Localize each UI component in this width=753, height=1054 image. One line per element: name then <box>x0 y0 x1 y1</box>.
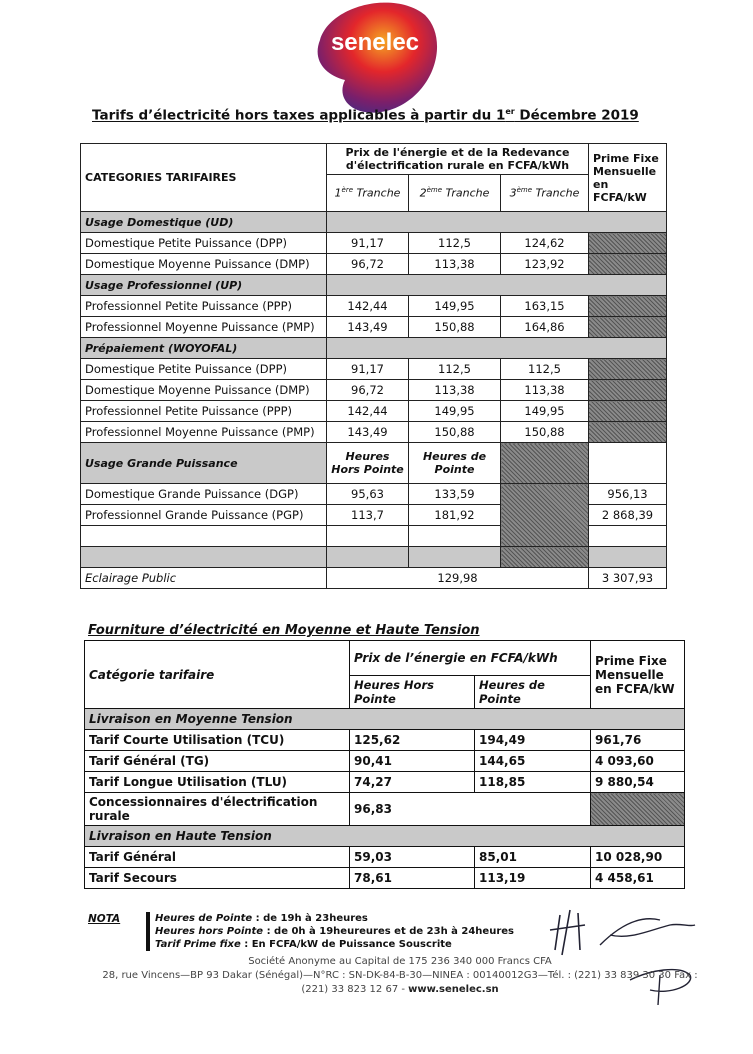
table-row <box>85 730 685 751</box>
table-cell <box>327 547 409 568</box>
section-row <box>85 826 685 847</box>
header-heures-hors-pointe: Heures Hors Pointe <box>327 443 409 484</box>
table-cell: 150,88 <box>501 422 589 443</box>
table-cell: 142,44 <box>327 401 409 422</box>
section-grande-puissance: Usage Grande Puissance <box>81 443 327 484</box>
nota-notes: Heures de Pointe : de 19h à 23heures Heures hors Pointe : de 0h à 19heureures et de 23h à 24heures Tarif Prime fixe : En FCFA/kW de Puissance Souscrite <box>146 912 514 951</box>
tarifs-basse-tension-table <box>80 143 667 589</box>
table-cell: 95,63 <box>327 484 409 505</box>
table-cell: 149,95 <box>409 296 501 317</box>
table-row <box>81 254 667 275</box>
table-row <box>81 380 667 401</box>
table-cell <box>81 526 327 547</box>
table-row <box>81 317 667 338</box>
table-cell: 9 880,54 <box>591 772 685 793</box>
table-row <box>85 793 685 826</box>
table-row <box>81 233 667 254</box>
header-categories: CATEGORIES TARIFAIRES <box>81 144 327 212</box>
header-prix: Prix de l'énergie et de la Redevance d'électrification rurale en FCFA/kWh <box>327 144 589 175</box>
table-row <box>85 751 685 772</box>
header-heures-pointe: Heures de Pointe <box>409 443 501 484</box>
table-cell <box>501 484 589 547</box>
header-prime-fixe: Prime Fixe Mensuelle en FCFA/kW <box>591 641 685 709</box>
section-haute-tension: Livraison en Haute Tension <box>85 826 685 847</box>
header-prime: Prime Fixe Mensuelle en FCFA/kW <box>589 144 667 212</box>
table-cell: 90,41 <box>350 751 475 772</box>
header-tranche-2: 2ème Tranche <box>409 175 501 212</box>
table-cell <box>327 275 667 296</box>
table-cell <box>589 359 667 380</box>
footer: Société Anonyme au Capital de 175 236 340 000 Francs CFA 28, rue Vincens—BP 93 Dakar (Sénégal)—N°RC : SN-DK-84-B-30—NINEA : 00140012G3—Tél. : (221) 33 839 30 30 Fax : (221) 33 823 12 67 - www.senelec.sn <box>102 956 698 995</box>
table-cell: 129,98 <box>327 568 589 589</box>
table-cell <box>589 380 667 401</box>
table-cell: 96,83 <box>350 793 591 826</box>
header-categorie: Catégorie tarifaire <box>85 641 350 709</box>
table-cell <box>589 547 667 568</box>
table-cell: Tarif Général (TG) <box>85 751 350 772</box>
table-row <box>81 484 667 505</box>
table-cell: 125,62 <box>350 730 475 751</box>
table-cell: 124,62 <box>501 233 589 254</box>
table-cell: Eclairage Public <box>81 568 327 589</box>
table-cell: Tarif Général <box>85 847 350 868</box>
tarifs-moyenne-haute-tension-table <box>84 640 685 889</box>
table-cell: Professionnel Moyenne Puissance (PMP) <box>81 422 327 443</box>
table-cell: Tarif Longue Utilisation (TLU) <box>85 772 350 793</box>
table-cell <box>589 233 667 254</box>
table-cell: Domestique Petite Puissance (DPP) <box>81 233 327 254</box>
table-cell: 2 868,39 <box>589 505 667 526</box>
table-cell: Domestique Moyenne Puissance (DMP) <box>81 380 327 401</box>
table-cell: 150,88 <box>409 422 501 443</box>
table-cell: 112,5 <box>409 233 501 254</box>
table-cell: 118,85 <box>475 772 591 793</box>
section-moyenne-tension: Livraison en Moyenne Tension <box>85 709 685 730</box>
table-cell: 149,95 <box>409 401 501 422</box>
table-cell <box>501 547 589 568</box>
table-cell: 113,19 <box>475 868 591 889</box>
table-cell: 181,92 <box>409 505 501 526</box>
table-cell: 144,65 <box>475 751 591 772</box>
table-cell <box>409 547 501 568</box>
table-cell <box>589 401 667 422</box>
table-cell: Concessionnaires d'électrification rurale <box>85 793 350 826</box>
nota-label: NOTA <box>88 913 121 925</box>
logo-text: senelec <box>330 29 420 56</box>
section-usage-professionnel: Usage Professionnel (UP) <box>81 275 327 296</box>
table-cell: 96,72 <box>327 380 409 401</box>
table-cell <box>409 526 501 547</box>
table-cell: 59,03 <box>350 847 475 868</box>
table-cell <box>591 793 685 826</box>
table-cell <box>327 526 409 547</box>
table-cell: 113,7 <box>327 505 409 526</box>
table-cell: 163,15 <box>501 296 589 317</box>
table-cell: 133,59 <box>409 484 501 505</box>
table-cell: 112,5 <box>409 359 501 380</box>
table-cell <box>589 443 667 484</box>
section-title-moyenne-haute-tension: Fourniture d’électricité en Moyenne et Haute Tension <box>88 623 480 638</box>
header-tranche-1: 1ère Tranche <box>327 175 409 212</box>
header-tranche-3: 3ème Tranche <box>501 175 589 212</box>
table-row <box>81 568 667 589</box>
table-row <box>85 847 685 868</box>
header-hhp: Heures Hors Pointe <box>350 676 475 709</box>
table-cell: 164,86 <box>501 317 589 338</box>
table-cell: 956,13 <box>589 484 667 505</box>
table-cell: Professionnel Petite Puissance (PPP) <box>81 296 327 317</box>
table-cell <box>501 443 589 484</box>
table-cell <box>81 547 327 568</box>
table-cell: Tarif Courte Utilisation (TCU) <box>85 730 350 751</box>
section-usage-domestique: Usage Domestique (UD) <box>81 212 327 233</box>
table-cell: Tarif Secours <box>85 868 350 889</box>
section-row <box>81 338 667 359</box>
table-cell <box>589 422 667 443</box>
senelec-logo <box>300 0 450 118</box>
table-cell <box>589 526 667 547</box>
table-cell: 74,27 <box>350 772 475 793</box>
table-cell: 961,76 <box>591 730 685 751</box>
table-cell: 78,61 <box>350 868 475 889</box>
table-cell: 150,88 <box>409 317 501 338</box>
table-row <box>81 422 667 443</box>
table-cell: Domestique Grande Puissance (DGP) <box>81 484 327 505</box>
table-row <box>85 772 685 793</box>
table-cell: Professionnel Petite Puissance (PPP) <box>81 401 327 422</box>
section-prepaiement: Prépaiement (WOYOFAL) <box>81 338 327 359</box>
table-cell: 4 093,60 <box>591 751 685 772</box>
table-row <box>81 359 667 380</box>
table-cell: 4 458,61 <box>591 868 685 889</box>
page-title: Tarifs d’électricité hors taxes applicables à partir du 1er Décembre 2019 <box>92 107 639 124</box>
table-cell: 96,72 <box>327 254 409 275</box>
table-cell <box>589 296 667 317</box>
table-cell: 149,95 <box>501 401 589 422</box>
table-cell <box>589 254 667 275</box>
table-cell: Professionnel Moyenne Puissance (PMP) <box>81 317 327 338</box>
table-cell: 194,49 <box>475 730 591 751</box>
header-prix-energie: Prix de l’énergie en FCFA/kWh <box>350 641 591 676</box>
table-cell: 91,17 <box>327 359 409 380</box>
table-cell: 3 307,93 <box>589 568 667 589</box>
table-cell: 10 028,90 <box>591 847 685 868</box>
table-cell <box>327 212 667 233</box>
table-cell: Professionnel Grande Puissance (PGP) <box>81 505 327 526</box>
table-row <box>85 868 685 889</box>
table-cell: 112,5 <box>501 359 589 380</box>
table-row <box>81 296 667 317</box>
section-row <box>85 709 685 730</box>
table-cell: 123,92 <box>501 254 589 275</box>
table-cell: 113,38 <box>409 380 501 401</box>
table-cell: 143,49 <box>327 317 409 338</box>
table-row <box>81 401 667 422</box>
table-cell: Domestique Petite Puissance (DPP) <box>81 359 327 380</box>
footer-website-link[interactable]: www.senelec.sn <box>408 984 499 995</box>
table-cell <box>327 338 667 359</box>
table-cell: 113,38 <box>501 380 589 401</box>
table-cell: 91,17 <box>327 233 409 254</box>
header-hp: Heures de Pointe <box>475 676 591 709</box>
table-cell: 142,44 <box>327 296 409 317</box>
section-row <box>81 275 667 296</box>
table-cell: Domestique Moyenne Puissance (DMP) <box>81 254 327 275</box>
section-row <box>81 443 667 484</box>
section-row <box>81 212 667 233</box>
table-cell: 143,49 <box>327 422 409 443</box>
table-cell: 85,01 <box>475 847 591 868</box>
table-cell <box>589 317 667 338</box>
table-cell: 113,38 <box>409 254 501 275</box>
